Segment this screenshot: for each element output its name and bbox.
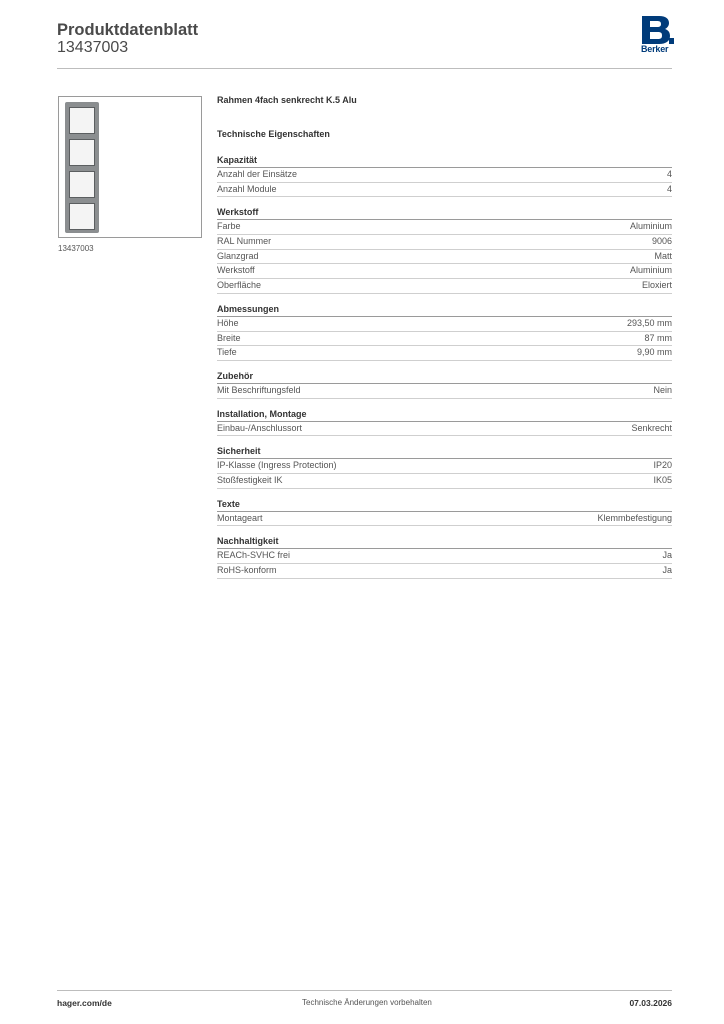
property-label: RoHS-konform — [217, 565, 277, 575]
frame-image — [65, 102, 99, 233]
property-value: 9,90 mm — [636, 347, 672, 358]
footer-date: 07.03.2026 — [629, 998, 672, 1008]
property-section — [217, 408, 672, 437]
property-row — [217, 549, 672, 564]
property-label: Montageart — [217, 512, 263, 523]
property-label: Anzahl Module — [217, 183, 277, 194]
property-value: Ja — [662, 565, 672, 575]
property-row — [217, 512, 672, 527]
property-row — [217, 250, 672, 265]
property-value: 4 — [666, 183, 672, 194]
property-row — [217, 183, 672, 198]
property-value: 87 mm — [644, 332, 672, 343]
property-value: Eloxiert — [641, 280, 672, 291]
image-caption: 13437003 — [58, 244, 94, 253]
property-label: Werkstoff — [217, 265, 255, 276]
section-title: Texte — [217, 498, 672, 512]
property-value: Aluminium — [629, 221, 672, 232]
property-section — [217, 206, 672, 293]
section-title: Kapazität — [217, 154, 672, 168]
property-value: 293,50 mm — [626, 317, 672, 328]
section-title: Werkstoff — [217, 206, 672, 220]
frame-opening — [69, 203, 95, 230]
property-value: 4 — [666, 169, 672, 179]
property-value: Senkrecht — [631, 422, 672, 433]
property-section — [217, 154, 672, 197]
property-row — [217, 168, 672, 183]
berker-b-icon — [640, 16, 674, 44]
frame-opening — [69, 139, 95, 166]
property-value: Klemmbefestigung — [597, 512, 672, 523]
section-title: Sicherheit — [217, 445, 672, 459]
product-name: Rahmen 4fach senkrecht K.5 Alu — [217, 95, 357, 105]
property-label: Tiefe — [217, 347, 237, 358]
property-label: REACh-SVHC frei — [217, 550, 291, 561]
logo-text: Berker — [641, 44, 669, 54]
property-value: 9006 — [651, 236, 672, 247]
property-row — [217, 422, 672, 437]
property-value: IP20 — [653, 460, 672, 471]
property-row — [217, 459, 672, 474]
property-label: Stoßfestigkeit IK — [217, 474, 283, 485]
article-number: 13437003 — [57, 39, 129, 56]
property-row — [217, 384, 672, 399]
property-label: Breite — [217, 332, 241, 343]
property-value: Nein — [653, 384, 672, 395]
property-label: Mit Beschriftungsfeld — [217, 384, 301, 395]
product-image — [58, 96, 202, 238]
section-title: Installation, Montage — [217, 408, 672, 422]
footer-divider — [57, 990, 672, 991]
product-details — [217, 93, 672, 579]
property-label: Einbau-/Anschlussort — [217, 422, 303, 433]
property-row — [217, 346, 672, 361]
berker-logo — [640, 16, 674, 54]
header-divider — [57, 68, 672, 69]
property-label: Glanzgrad — [217, 250, 259, 261]
footer-notice: Technische Änderungen vorbehalten — [302, 998, 432, 1007]
footer-website: hager.com/de — [57, 998, 112, 1008]
property-row — [217, 332, 672, 347]
property-value: Ja — [662, 550, 672, 561]
property-label: RAL Nummer — [217, 236, 272, 247]
property-row — [217, 235, 672, 250]
property-label: Farbe — [217, 221, 241, 232]
property-section — [217, 445, 672, 488]
technical-properties-heading: Technische Eigenschaften — [217, 129, 330, 139]
section-title: Abmessungen — [217, 303, 672, 317]
property-row — [217, 279, 672, 294]
section-title: Zubehör — [217, 370, 672, 384]
property-value: IK05 — [653, 474, 672, 485]
property-label: Anzahl der Einsätze — [217, 169, 298, 179]
property-row — [217, 264, 672, 279]
property-section — [217, 303, 672, 361]
property-label: IP-Klasse (Ingress Protection) — [217, 460, 337, 471]
property-value: Matt — [654, 250, 672, 261]
frame-opening — [69, 171, 95, 198]
properties-list — [217, 154, 672, 579]
page-title: Produktdatenblatt — [57, 21, 199, 39]
property-section — [217, 535, 672, 578]
property-row — [217, 564, 672, 579]
property-row — [217, 317, 672, 332]
property-section — [217, 370, 672, 399]
frame-opening — [69, 107, 95, 134]
property-label: Höhe — [217, 317, 239, 328]
property-label: Oberfläche — [217, 280, 262, 291]
section-title: Nachhaltigkeit — [217, 535, 672, 549]
property-row — [217, 474, 672, 489]
property-section — [217, 498, 672, 527]
property-value: Aluminium — [629, 265, 672, 276]
property-row — [217, 220, 672, 235]
